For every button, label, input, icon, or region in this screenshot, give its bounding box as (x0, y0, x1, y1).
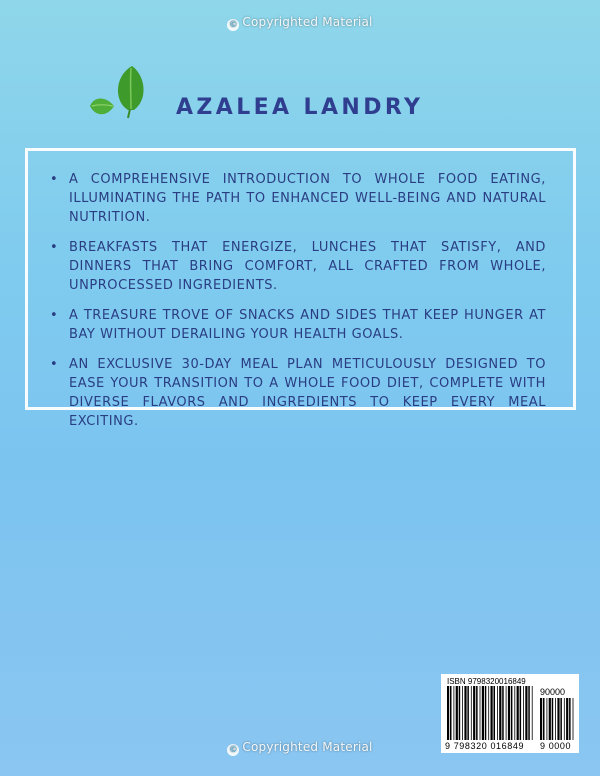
isbn-label: ISBN 9798320016849 (447, 677, 526, 686)
barcode-digits: 9 798320 016849 (445, 741, 525, 751)
price-code: 90000 (540, 687, 566, 697)
barcode-price-digits: 9 0000 (540, 741, 572, 751)
feature-item-1: • A COMPREHENSIVE INTRODUCTION TO WHOLE FOOD EATING, ILLUMINATING THE PATH TO ENHANCED WELL-BEING AND NATURAL NUTRITION. (50, 170, 546, 227)
copyright-watermark-top (0, 15, 600, 31)
copyright-watermark-bottom (0, 740, 600, 756)
spinach-leaf-icon (84, 62, 164, 132)
feature-item-2: • BREAKFASTS THAT ENERGIZE, LUNCHES THAT SATISFY, AND DINNERS THAT BRING COMFORT, ALL CRAFTED FROM WHOLE, UNPROCESSED INGREDIENTS. (50, 238, 546, 295)
feature-item-3: • A TREASURE TROVE OF SNACKS AND SIDES THAT KEEP HUNGER AT BAY WITHOUT DERAILING YOUR HEALTH GOALS. (50, 306, 546, 344)
copyright-icon: © (228, 20, 238, 30)
feature-item-4: • AN EXCLUSIVE 30-DAY MEAL PLAN METICULOUSLY DESIGNED TO EASE YOUR TRANSITION TO A WHOLE FOOD DIET, COMPLETE WITH DIVERSE FLAVORS AND INGREDIENTS TO KEEP EVERY MEAL EXCITING. (50, 355, 546, 431)
feature-list (50, 170, 546, 442)
author-name: AZALEA LANDRY (176, 95, 424, 120)
copyright-icon: © (228, 745, 238, 755)
watermark-text: Copyrighted Material (242, 740, 373, 754)
feature-panel (25, 148, 576, 429)
watermark-text: Copyrighted Material (242, 15, 373, 29)
